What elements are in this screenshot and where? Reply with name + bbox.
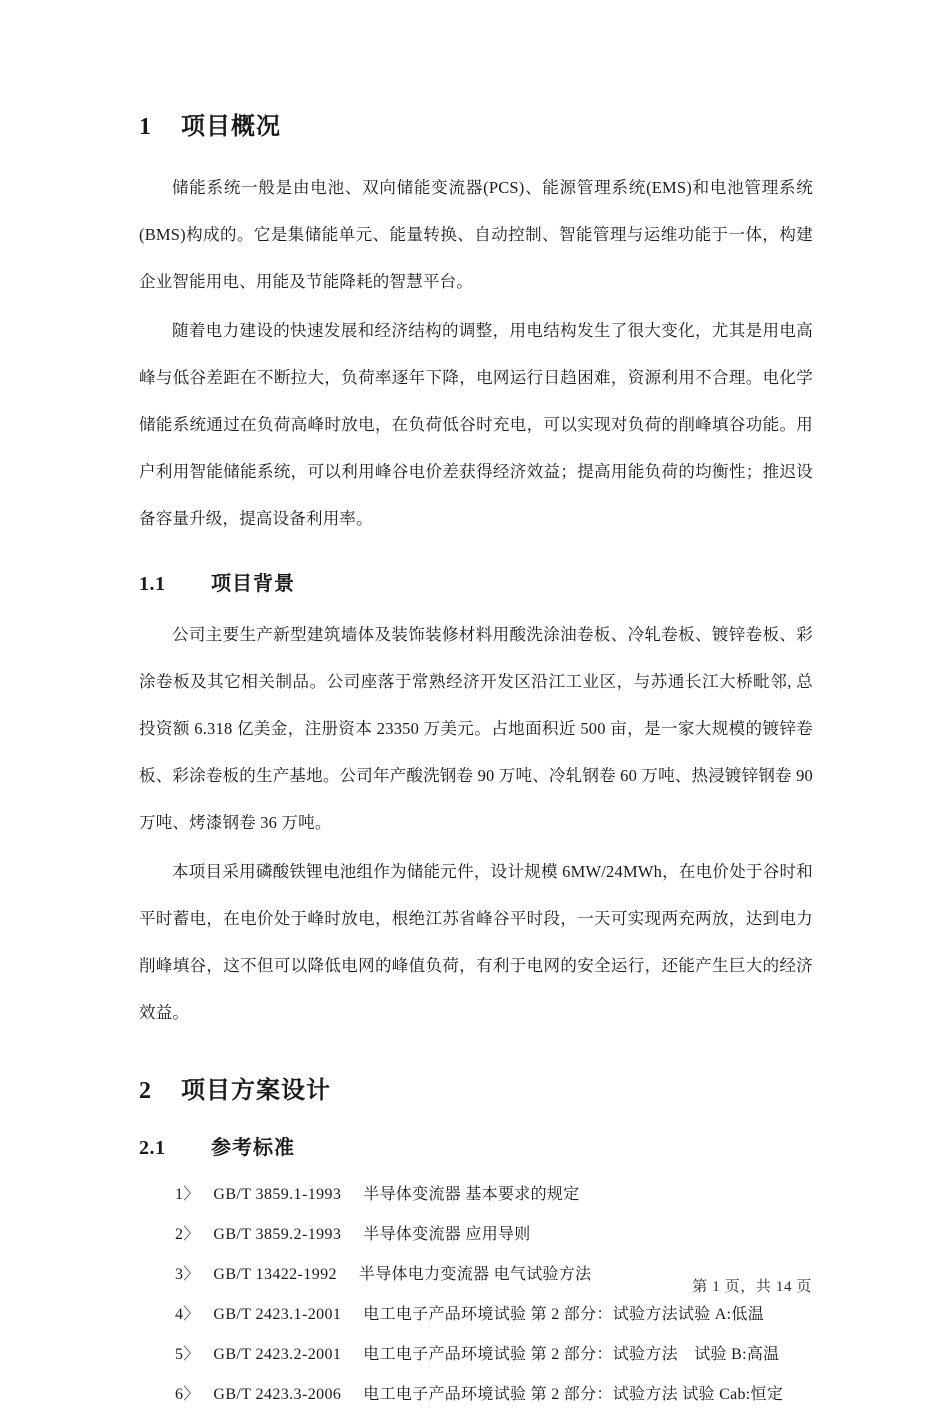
heading-section-2-1 — [139, 1136, 813, 1161]
heading-1-1-number: 1.1 — [139, 573, 166, 595]
paragraph-1-1-1: 公司主要生产新型建筑墙体及装饰装修材料用酸洗涂油卷板、冷轧卷板、镀锌卷板、彩涂卷板及其它相关制品。公司座落于常熟经济开发区沿江工业区，与苏通长江大桥毗邻, 总投资额 6.318 亿美金，注册资本 23350 万美元。占地面积近 500 亩，是一家大规模的镀锌卷板、彩涂卷板的生产基地。公司年产酸洗钢卷 90 万吨、冷轧钢卷 60 万吨、热浸镀锌钢卷 90 万吨、烤漆钢卷 36 万吨。 — [139, 625, 813, 832]
standard-title: 电工电子产品环境试验 第 2 部分：试验方法 试验 B:高温 — [363, 1346, 780, 1363]
heading-1-title: 项目概况 — [181, 114, 281, 140]
standard-marker: 2〉 — [175, 1226, 200, 1243]
standard-marker: 6〉 — [175, 1386, 200, 1403]
standard-marker: 4〉 — [175, 1306, 200, 1323]
standard-title: 电工电子产品环境试验 第 2 部分：试验方法 试验 Cab:恒定 — [363, 1386, 784, 1403]
standard-marker: 5〉 — [175, 1346, 200, 1363]
standard-code: GB/T 2423.3-2006 — [213, 1386, 342, 1403]
standard-title: 半导体电力变流器 电气试验方法 — [358, 1266, 592, 1283]
standard-list-item — [139, 1175, 813, 1215]
standard-code: GB/T 13422-1992 — [213, 1266, 337, 1283]
standard-marker: 1〉 — [175, 1186, 200, 1203]
heading-2-1-number: 2.1 — [139, 1137, 166, 1159]
heading-section-1 — [139, 112, 813, 142]
standard-title: 半导体变流器 应用导则 — [363, 1226, 531, 1243]
standard-list-item — [139, 1335, 813, 1375]
standard-list-item — [139, 1215, 813, 1255]
heading-1-number: 1 — [139, 114, 152, 140]
page-content — [139, 112, 813, 1415]
standard-title: 半导体变流器 基本要求的规定 — [363, 1186, 580, 1203]
paragraph-1-1-2: 本项目采用磷酸铁锂电池组作为储能元件，设计规模 6MW/24MWh，在电价处于谷时和平时蓄电，在电价处于峰时放电，根绝江苏省峰谷平时段，一天可实现两充两放，达到电力削峰填谷，这不但可以降低电网的峰值负荷，有利于电网的安全运行，还能产生巨大的经济效益。 — [139, 862, 813, 1022]
heading-1-1-title: 项目背景 — [211, 573, 295, 595]
standard-code: GB/T 3859.2-1993 — [213, 1226, 342, 1243]
heading-2-1-title: 参考标准 — [211, 1137, 295, 1159]
standard-code: GB/T 2423.1-2001 — [213, 1306, 342, 1323]
heading-2-number: 2 — [139, 1078, 152, 1104]
page-footer — [0, 1275, 950, 1296]
paragraph-1-2: 随着电力建设的快速发展和经济结构的调整，用电结构发生了很大变化，尤其是用电高峰与低谷差距在不断拉大，负荷率逐年下降，电网运行日趋困难，资源利用不合理。电化学储能系统通过在负荷高峰时放电，在负荷低谷时充电，可以实现对负荷的削峰填谷功能。用户利用智能储能系统，可以利用峰谷电价差获得经济效益；提高用能负荷的均衡性；推迟设备容量升级，提高设备利用率。 — [139, 321, 813, 528]
standard-title: 电工电子产品环境试验 第 2 部分：试验方法试验 A:低温 — [363, 1306, 764, 1323]
heading-section-2 — [139, 1076, 813, 1106]
standard-code: GB/T 2423.2-2001 — [213, 1346, 342, 1363]
page-number-label: 第 1 页，共 14 页 — [692, 1279, 812, 1295]
standard-code: GB/T 3859.1-1993 — [213, 1186, 342, 1203]
standard-list-item — [139, 1295, 813, 1335]
heading-2-title: 项目方案设计 — [181, 1078, 331, 1104]
standard-list-item — [139, 1375, 813, 1415]
heading-section-1-1 — [139, 572, 813, 597]
paragraph-1-1: 储能系统一般是由电池、双向储能变流器(PCS)、能源管理系统(EMS)和电池管理系统(BMS)构成的。它是集储能单元、能量转换、自动控制、智能管理与运维功能于一体，构建企业智能用电、用能及节能降耗的智慧平台。 — [139, 178, 813, 291]
standard-marker: 3〉 — [175, 1266, 200, 1283]
